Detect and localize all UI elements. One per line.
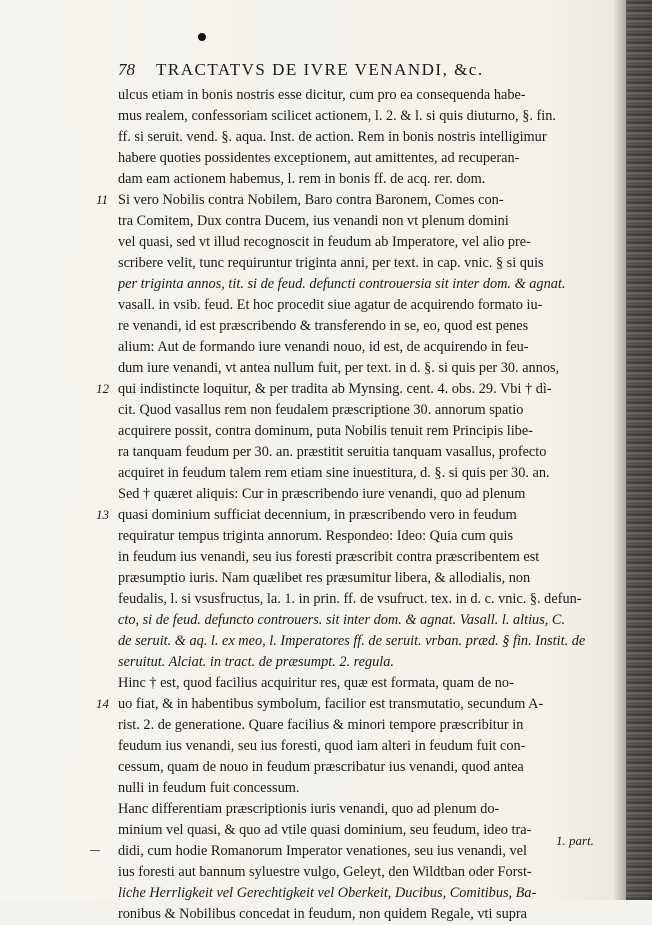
text-line: liche Herrligkeit vel Gerechtigkeit vel Oberkeit, Ducibus, Comitibus, Ba- <box>118 885 537 901</box>
text-line: dum iure venandi, vt antea nullum fuit, per text. in d. §. si quis per 30. annos, <box>118 360 560 376</box>
margin-number: 12 <box>96 381 109 396</box>
margin-number: 14 <box>96 696 109 711</box>
margin-number: 11 <box>96 192 109 207</box>
text-line: cto, si de feud. defuncto controuers. sit inter dom. & agnat. Vasall. l. altius, C. <box>118 612 566 628</box>
text-line: feudalis, l. si vsusfructus, la. 1. in prin. ff. de vsufruct. tex. in d. c. vnic. §. defun- <box>118 591 582 607</box>
text-line: Sed † quæret aliquis: Cur in præscribendo iure venandi, quo ad plenum <box>118 486 526 502</box>
text-line: ff. si seruit. vend. §. aqua. Inst. de action. Rem in bonis nostris intelligimur <box>118 129 547 145</box>
text-line: ius foresti aut bannum syluestre vulgo, Geleyt, den Wildtban oder Forst- <box>118 864 532 880</box>
text-line: acquirere possit, contra dominum, puta Nobilis tenuit rem Principis libe- <box>118 423 533 439</box>
text-line: re venandi, id est præscribendo & transferendo in se, eo, quod est penes <box>118 318 529 334</box>
text-line: uo fiat, & in habentibus symbolum, facilior est transmutatio, secundum A- <box>118 696 544 712</box>
text-line: per triginta annos, tit. si de feud. defuncti controuersia sit inter dom. & agnat. <box>118 276 566 292</box>
text-line: ronibus & Nobilibus concedat in feudum, non quidem Regale, vti supra <box>118 906 527 922</box>
text-line: acquiret in feudum talem rem etiam sine inuestitura, d. §. si quis per 30. an. <box>118 465 550 481</box>
catchword: 1. part. <box>556 833 594 848</box>
margin-number: 13 <box>96 507 109 522</box>
text-line: tra Comitem, Dux contra Ducem, ius venandi non vt plenum domini <box>118 213 509 229</box>
text-line: didi, cum hodie Romanorum Imperator venationes, seu ius venandi, vel <box>118 843 527 859</box>
text-line: ra tanquam feudum per 30. an. præstitit seruitia tanquam vasallus, profecto <box>118 444 547 460</box>
body-text <box>118 85 608 925</box>
text-line: seruitut. Alciat. in tract. de præsumpt. 2. regula. <box>118 654 395 670</box>
text-line: cit. Quod vasallus rem non feudalem præscriptione 30. annorum spatio <box>118 402 524 418</box>
running-title: TRACTATVS DE IVRE VENANDI, &c. <box>156 60 484 79</box>
text-line: præsumptio iuris. Nam quælibet res præsumitur libera, & allodialis, non <box>118 570 531 586</box>
ink-dot <box>198 33 206 41</box>
text-line: quasi dominium sufficiat decennium, in præscribendo vero in feudum <box>118 507 517 523</box>
stray-mark <box>90 850 100 851</box>
text-line: alium: Aut de formando iure venandi nouo, id est, de acquirendo in feu- <box>118 339 529 355</box>
text-line: minium vel quasi, & quo ad vtile quasi dominium, seu feudum, ideo tra- <box>118 822 532 838</box>
text-line: vel quasi, sed vt illud recognoscit in feudum ab Imperatore, vel alio pre- <box>118 234 531 250</box>
text-line: ulcus etiam in bonis nostris esse dicitur, cum pro ea consequenda habe- <box>118 87 526 103</box>
text-line: rist. 2. de generatione. Quare facilius & minori tempore præscribitur in <box>118 717 524 733</box>
text-line: vasall. in vsib. feud. Et hoc procedit siue agatur de acquirendo formato iu- <box>118 297 543 313</box>
text-line: mus realem, confessoriam scilicet actionem, l. 2. & l. si quis diuturno, §. fin. <box>118 108 556 124</box>
text-line: in feudum ius venandi, seu ius foresti præscribit contra præscribentem est <box>118 549 540 565</box>
text-line: Si vero Nobilis contra Nobilem, Baro contra Baronem, Comes con- <box>118 192 504 208</box>
text-line: Hanc differentiam præscriptionis iuris venandi, quo ad plenum do- <box>118 801 500 817</box>
page-edge-shadow <box>626 0 652 900</box>
text-line: dam eam actionem habemus, l. rem in bonis ff. de acq. rer. dom. <box>118 171 486 187</box>
page-header <box>118 60 618 82</box>
text-line: habere quoties possidentes exceptionem, aut amittentes, ad recuperan- <box>118 150 520 166</box>
page-number: 78 <box>118 60 135 79</box>
text-line: qui indistincte loquitur, & per tradita ab Mynsing. cent. 4. obs. 29. Vbi † dì- <box>118 381 552 397</box>
text-line: de seruit. & aq. l. ex meo, l. Imperatores ff. de seruit. vrban. præd. § fin. Instit. de <box>118 633 586 649</box>
text-line: cessum, quam de nouo in feudum præscribatur ius venandi, quod antea <box>118 759 524 775</box>
text-line: requiratur tempus triginta annorum. Respondeo: Ideo: Quia cum quis <box>118 528 514 544</box>
text-line: Hinc † est, quod facilius acquiritur res, quæ est formata, quam de no- <box>118 675 514 691</box>
text-line: nulli in feudum fuit concessum. <box>118 780 300 796</box>
text-line: feudum ius venandi, seu ius foresti, quod iam alteri in feudum fuit con- <box>118 738 526 754</box>
text-line: scribere velit, tunc requiruntur triginta anni, per text. in cap. vnic. § si quis <box>118 255 544 271</box>
